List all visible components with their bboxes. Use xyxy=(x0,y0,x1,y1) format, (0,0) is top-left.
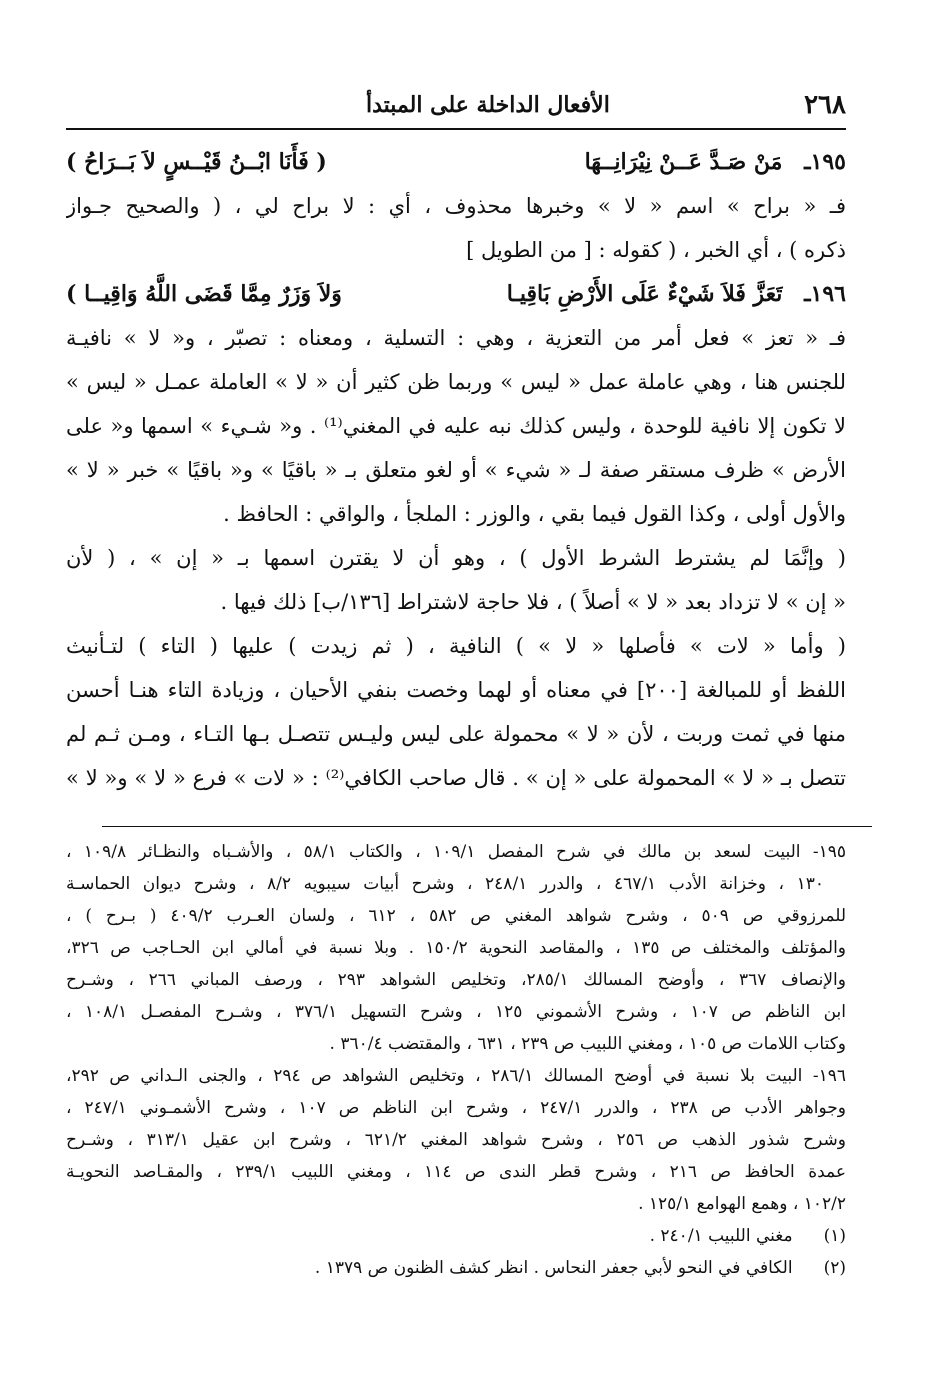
footnotes xyxy=(66,836,846,1284)
footnote-separator xyxy=(102,826,872,827)
text-line: والأول أولى ، وكذا القول فيما بقي ، والوزر : الملجأ ، والواقي : الحافظ . xyxy=(223,502,846,526)
text-line: فـ « براح » اسم « لا » وخبرها محذوف ، أي : لا براح لي ، ( والصحيح جـواز xyxy=(66,194,846,218)
hemistich: وَلاَ وَزَرٌ مِمَّا قَضَى اللَّهُ وَاقِيــا ) xyxy=(66,281,342,307)
footnote-195-line: للمرزوقي ص ٥٠٩ ، وشرح شواهد المغني ص ٥٨٢ ، ٦١٢ ، ولسان العـرب ٤٠٩/٢ ( بـرح ) ، xyxy=(66,906,846,926)
page-number: ٢٦٨ xyxy=(804,90,846,120)
text-line: منها في ثمت وربت ، لأن « لا » محمولة على ليس وليـس تتصـل بـها التـاء ، ومـن ثـم لم xyxy=(66,722,846,746)
footnote-195-line: ابن الناظم ص ١٠٧ ، وشرح الأشموني ١٢٥ ، وشرح التسهيل ٣٧٦/١ ، وشـرح المفصـل ١٠٨/١ ، xyxy=(66,1002,846,1022)
verse-number: ١٩٦ـ xyxy=(804,281,846,307)
editor-note-2 xyxy=(66,1252,846,1284)
footnote-196-line: وشرح شذور الذهب ص ٢٥٦ ، وشرح شواهد المغني ٦٢١/٢ ، وشرح ابن عقيل ٣١٣/١ ، وشـرح xyxy=(66,1130,846,1150)
verse-195-first-half xyxy=(585,140,846,184)
text-line: الأرض » ظرف مستقر صفة لـ « شيء » أو لغو متعلق بـ « باقيًا » و« باقيًا » خبر « لا » xyxy=(66,458,846,482)
verse-196 xyxy=(66,272,846,316)
verse-195 xyxy=(66,140,846,184)
footnote-text: مغني اللبيب ٢٤٠/١ . xyxy=(649,1226,793,1246)
hemistich: ( فَأَنَا ابْــنُ قَيْــسٍ لاَ بَــرَاحُ ) xyxy=(66,149,327,175)
main-text xyxy=(66,140,846,800)
text-line: ( وإنَّمَا لم يشترط الشرط الأول ) ، وهو أن لا يقترن اسمها بـ « إن » ، ( لأن xyxy=(66,546,846,570)
verse-196-first-half xyxy=(507,272,846,316)
footnote-196-line: عمدة الحافظ ص ٢١٦ ، وشرح قطر الندى ص ١١٤ ، ومغني اللبيب ٢٣٩/١ ، والمقـاصد النحويـة xyxy=(66,1162,846,1182)
text-line: « إن » لا تزداد بعد « لا » أصلاً ) ، فلا حاجة لاشتراط [١٣٦/ب] ذلك فيها . xyxy=(220,590,846,614)
footnote-196-line: ١٩٦- البيت بلا نسبة في أوضح المسالك ٢٨٦/١ ، وتخليص الشواهد ص ٢٩٤ ، والجنى الـداني ص ٢٩٢، xyxy=(66,1066,846,1086)
footnote-195-line: وكتاب اللامات ص ١٠٥ ، ومغني اللبيب ص ٢٣٩ ، ٦٣١ ، والمقتضب ٣٦٠/٤ . xyxy=(329,1034,846,1054)
footnote-195-line: والمؤتلف والمختلف ص ١٣٥ ، والمقاصد النحوية ١٥٠/٢ . وبلا نسبة في أمالي ابن الحـاجب ص ٣٢٦، xyxy=(66,938,846,958)
footnote-marker: (١) xyxy=(823,1226,846,1246)
text-line: ( وأما « لات » فأصلها « لا » ) النافية ، ( ثم زيدت ) عليها ( التاء ) لتـأنيث xyxy=(66,634,846,658)
text-line: ذكره ) ، أي الخبر ، ( كقوله : [ من الطويل ] xyxy=(466,238,846,262)
running-title: الأفعال الداخلة على المبتدأ xyxy=(366,92,610,118)
text-line: فـ « تعز » فعل أمر من التعزية ، وهي : التسلية ، ومعناه : تصبّر ، و« لا » نافيـة xyxy=(66,326,846,350)
hemistich: مَنْ صَـدَّ عَــنْ نِيْرَانِــهَا xyxy=(584,149,783,175)
footnote-marker: (٢) xyxy=(823,1258,846,1278)
editor-note-1 xyxy=(66,1220,846,1252)
text-line: تتصل بـ « لا » المحمولة على « إن » . قال صاحب الكافي⁽²⁾ : « لات » فرع « لا » و« لا » xyxy=(66,766,846,790)
text-line: اللفظ أو للمبالغة [٢٠٠] في معناه أو لهما وخصت بنفي الأحيان ، وزيادة التاء هنـا أحسن xyxy=(66,678,846,702)
footnote-196-line: ١٠٢/٢ ، وهمع الهوامع ١٢٥/١ . xyxy=(638,1194,846,1214)
verse-number: ١٩٥ـ xyxy=(804,149,846,175)
footnote-195-line: ١٣٠ ، وخزانة الأدب ٤٦٧/١ ، والدرر ٢٤٨/١ ، وشرح أبيات سيبويه ٨/٢ ، وشرح ديوان الحماسـة xyxy=(66,874,824,894)
page-header xyxy=(66,90,846,124)
text-line: للجنس هنا ، وهي عاملة عمل « ليس » وربما ظن كثير أن « لا » العاملة عمـل « ليس » xyxy=(66,370,846,394)
footnote-text: الكافي في النحو لأبي جعفر النحاس . انظر كشف الظنون ص ١٣٧٩ . xyxy=(314,1258,793,1278)
text-line: لا تكون إلا نافية للوحدة ، وليس كذلك نبه عليه في المغني⁽¹⁾ . و« شـيء » اسمها و« على xyxy=(66,414,846,438)
footnote-195-line: والإنصاف ٣٦٧ ، وأوضح المسالك ٢٨٥/١، وتخليص الشواهد ٢٩٣ ، ورصف المباني ٢٦٦ ، وشـرح xyxy=(66,970,846,990)
header-rule xyxy=(66,128,846,130)
footnote-195-line: ١٩٥- البيت لسعد بن مالك في شرح المفصل ١٠٩/١ ، والكتاب ٥٨/١ ، والأشـباه والنظـائر ١٠٩/٨ ، xyxy=(66,842,846,862)
footnote-196-line: وجواهر الأدب ص ٢٣٨ ، والدرر ٢٤٧/١ ، وشرح ابن الناظم ص ١٠٧ ، وشرح الأشمـوني ٢٤٧/١ ، xyxy=(66,1098,846,1118)
hemistich: تَعَزَّ فَلاَ شَيْءٌ عَلَى الأَرْضِ بَاقِيـا xyxy=(506,281,783,307)
